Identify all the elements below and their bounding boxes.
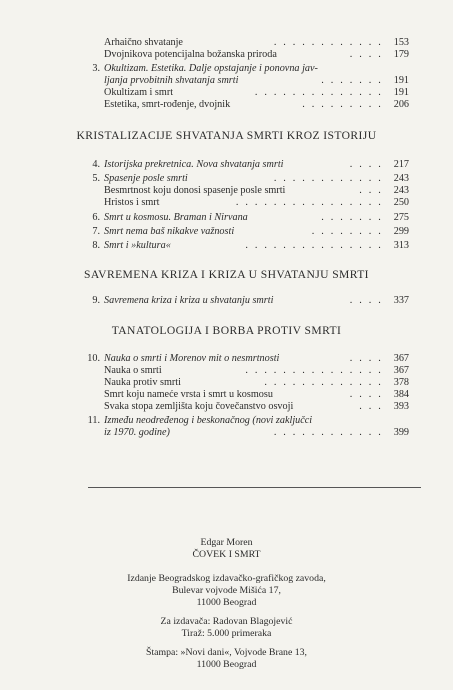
toc-entry-number: 7. [92, 226, 100, 237]
leader-dots: . . . . . . . [321, 212, 383, 223]
toc-entry [0, 99, 453, 111]
toc-entry-title-line2: ljanja prvobitnih shvatanja smrti [104, 75, 239, 86]
toc-entry-title: Smrt nema baš nikakve važnosti [104, 226, 235, 237]
toc-entry-number: 3. [92, 63, 100, 74]
toc-entry [0, 159, 453, 171]
toc-entry-continuation [0, 427, 453, 439]
toc-entry-page: 179 [393, 49, 409, 60]
toc-entry-page: 367 [393, 353, 409, 364]
leader-dots: . . . [359, 401, 383, 412]
colophon-printer-line1: Štampa: »Novi dani«, Vojvode Brane 13, [146, 647, 307, 658]
leader-dots: . . . . [349, 295, 383, 306]
leader-dots: . . . . . . . . . . . . . [264, 377, 383, 388]
toc-entry [0, 87, 453, 99]
toc-entry-title: Okultizam. Estetika. Dalje opstajanje i ponovna jav- [104, 63, 318, 74]
toc-entry-title: Istorijska prekretnica. Nova shvatanja smrti [104, 159, 284, 170]
leader-dots: . . . . [349, 49, 383, 60]
toc-entry [0, 365, 453, 377]
toc-entry-number: 5. [92, 173, 100, 184]
leader-dots: . . . . [349, 159, 383, 170]
colophon-publisher-line3: 11000 Beograd [196, 597, 257, 608]
toc-entry [0, 401, 453, 413]
toc-entry-title: Smrt u kosmosu. Braman i Nirvana [104, 212, 248, 223]
toc-entry-title: Između neodređenog i beskonačnog (novi zaključci [104, 415, 313, 426]
toc-entry-title: Okultizam i smrt [104, 87, 174, 98]
colophon-author: Edgar Moren [200, 537, 253, 548]
leader-dots: . . . [359, 185, 383, 196]
toc-entry-page: 337 [393, 295, 409, 306]
toc-entry [0, 295, 453, 307]
toc-entry [0, 240, 453, 252]
toc-entry [0, 389, 453, 401]
toc-entry-page: 393 [393, 401, 409, 412]
toc-entry-title: Nauka o smrti [104, 365, 162, 376]
colophon-publisher-line2: Bulevar vojvode Mišića 17, [172, 585, 281, 596]
leader-dots: . . . . . . . . . . . . [273, 37, 383, 48]
divider-rule [88, 487, 421, 488]
toc-entry-title: Savremena kriza i kriza u shvatanju smrti [104, 295, 274, 306]
toc-entry-number: 8. [92, 240, 100, 251]
toc-entry-title: Smrt i »kultura« [104, 240, 171, 251]
leader-dots: . . . . . . . . . . . . . . . [245, 365, 383, 376]
toc-entry-page: 191 [393, 87, 409, 98]
toc-entry-number: 10. [87, 353, 100, 364]
toc-entry-page: 153 [393, 37, 409, 48]
toc-entry-title: Estetika, smrt-rođenje, dvojnik [104, 99, 231, 110]
colophon-print-run: Tiraž: 5.000 primeraka [181, 628, 272, 639]
toc-entry [0, 37, 453, 49]
colophon-publisher-line1: Izdanje Beogradskog izdavačko-grafičkog zavoda, [127, 573, 326, 584]
toc-entry-page: 275 [393, 212, 409, 223]
toc-entry-page: 243 [393, 173, 409, 184]
toc-entry-title: Nauka protiv smrti [104, 377, 181, 388]
toc-entry-title: Besmrtnost koju donosi spasenje posle smrti [104, 185, 286, 196]
toc-entry [0, 173, 453, 185]
section-heading: TANATOLOGIJA I BORBA PROTIV SMRTI [111, 324, 342, 337]
toc-entry-title-line2: iz 1970. godine) [104, 427, 170, 438]
colophon-editor: Za izdavača: Radovan Blagojević [160, 616, 293, 627]
leader-dots: . . . . . . . . [311, 226, 383, 237]
leader-dots: . . . . . . . . . . . . . . . [245, 240, 383, 251]
toc-entry-page: 243 [393, 185, 409, 196]
toc-entry-title: Hristos i smrt [104, 197, 160, 208]
toc-entry-page: 299 [393, 226, 409, 237]
toc-entry [0, 63, 453, 75]
toc-entry [0, 197, 453, 209]
leader-dots: . . . . . . . . . . . . [273, 173, 383, 184]
toc-entry-page: 250 [393, 197, 409, 208]
toc-entry-page: 384 [393, 389, 409, 400]
leader-dots: . . . . [349, 353, 383, 364]
toc-entry [0, 212, 453, 224]
toc-entry-title: Nauka o smrti i Morenov mit o nesmrtnosti [104, 353, 280, 364]
leader-dots: . . . . . . . [321, 75, 383, 86]
toc-entry-page: 191 [393, 75, 409, 86]
toc-entry-page: 217 [393, 159, 409, 170]
section-heading: SAVREMENA KRIZA I KRIZA U SHVATANJU SMRTI [84, 268, 369, 281]
toc-entry [0, 353, 453, 365]
toc-entry-page: 399 [393, 427, 409, 438]
toc-entry-page: 367 [393, 365, 409, 376]
toc-entry-page: 206 [393, 99, 409, 110]
toc-entry-page: 313 [393, 240, 409, 251]
toc-entry-continuation [0, 75, 453, 87]
toc-entry [0, 226, 453, 238]
toc-entry-number: 9. [92, 295, 100, 306]
toc-entry-number: 6. [92, 212, 100, 223]
colophon-printer-line2: 11000 Beograd [196, 659, 257, 670]
toc-entry-title: Spasenje posle smrti [104, 173, 188, 184]
leader-dots: . . . . [349, 389, 383, 400]
toc-entry [0, 415, 453, 427]
leader-dots: . . . . . . . . . . . . . . [254, 87, 383, 98]
section-heading: KRISTALIZACIJE SHVATANJA SMRTI KROZ ISTORIJU [76, 129, 377, 142]
toc-entry-number: 11. [87, 415, 100, 426]
toc-entry-title: Arhaično shvatanje [104, 37, 183, 48]
leader-dots: . . . . . . . . . . . . [273, 427, 383, 438]
leader-dots: . . . . . . . . . [302, 99, 383, 110]
toc-entry-number: 4. [92, 159, 100, 170]
toc-entry-title: Svaka stopa zemljišta koju čovečanstvo osvoji [104, 401, 294, 412]
toc-entry-title: Dvojnikova potencijalna božanska priroda [104, 49, 277, 60]
toc-entry-title: Smrt koju nameće vrsta i smrt u kosmosu [104, 389, 273, 400]
toc-entry [0, 377, 453, 389]
toc-entry [0, 49, 453, 61]
colophon-title: ČOVEK I SMRT [192, 549, 261, 560]
toc-entry [0, 185, 453, 197]
toc-entry-page: 378 [393, 377, 409, 388]
leader-dots: . . . . . . . . . . . . . . . . [235, 197, 383, 208]
